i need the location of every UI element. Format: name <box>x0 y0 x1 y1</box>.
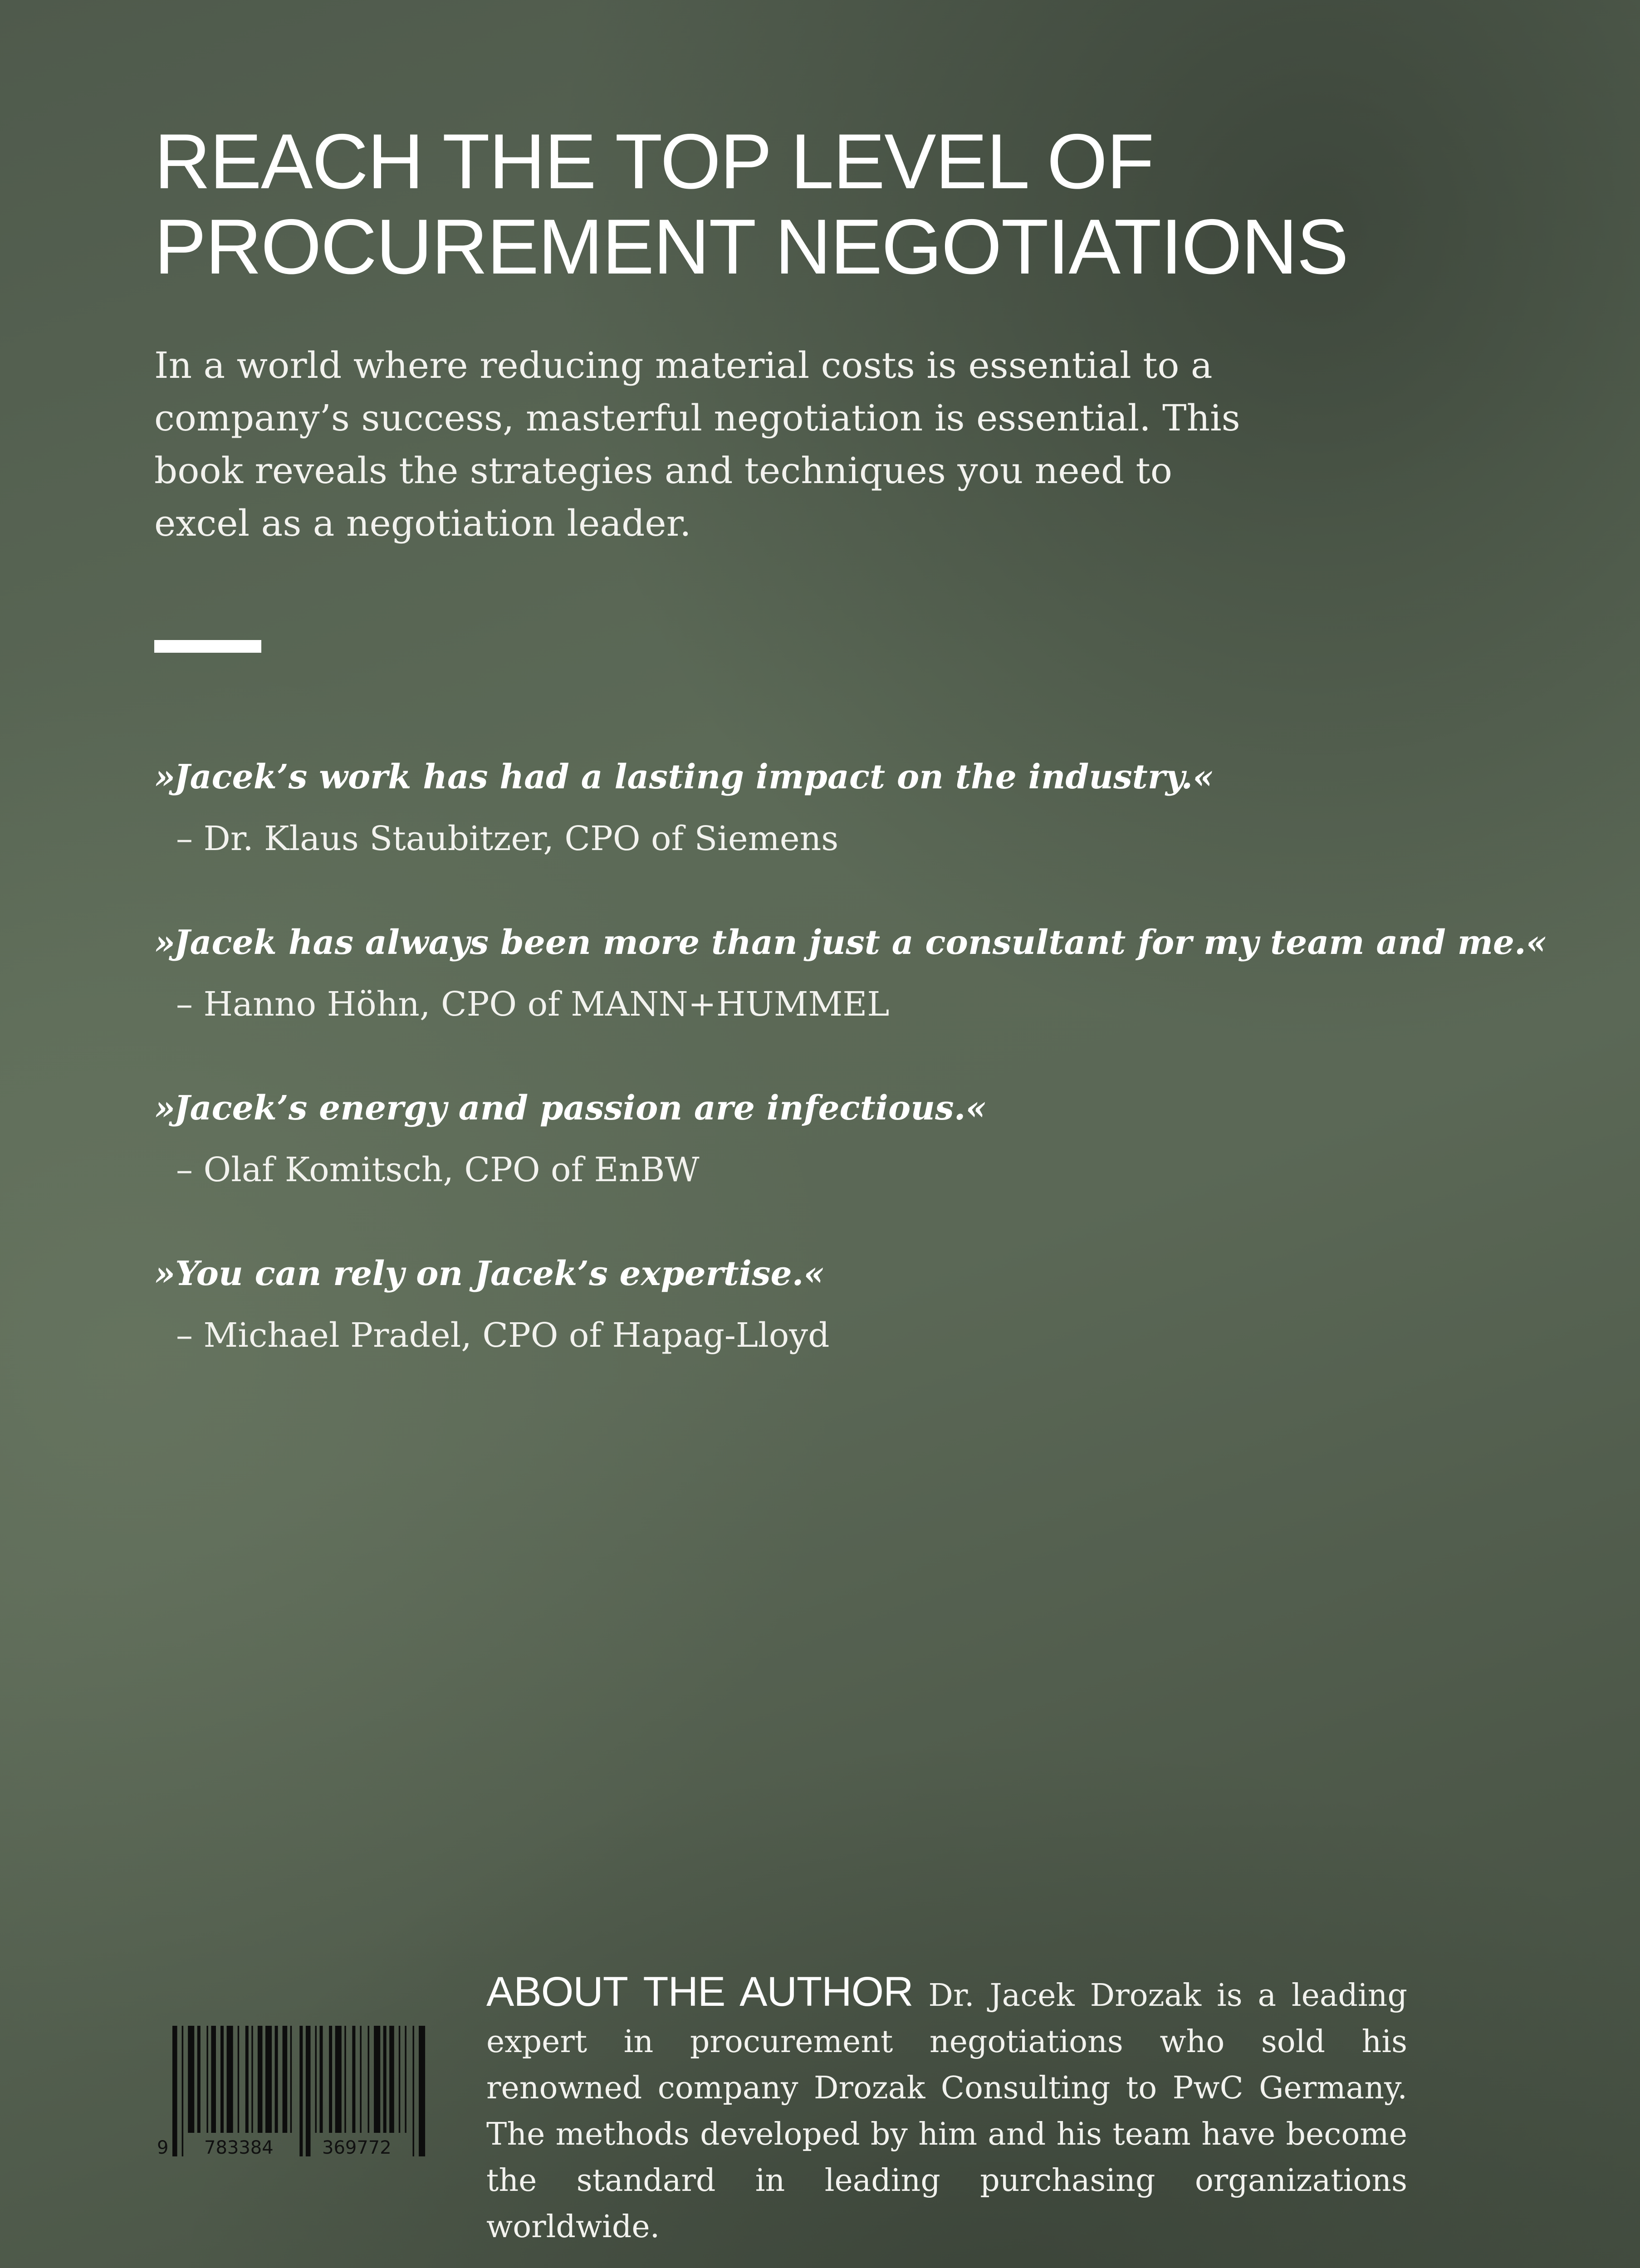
about-author-heading: ABOUT THE AUTHOR <box>486 1969 913 2015</box>
barcode-bar <box>211 2026 216 2133</box>
isbn-barcode <box>154 2026 432 2156</box>
testimonial-quote: »You can rely on Jacek’s expertise.« <box>154 1254 825 1293</box>
barcode-bar <box>299 2026 303 2156</box>
barcode-bar <box>368 2026 370 2133</box>
barcode-bar <box>290 2026 292 2133</box>
about-author <box>486 1969 1407 2250</box>
barcode-bar <box>389 2026 394 2133</box>
about-author-text: Dr. Jacek Drozak is a leading expert in procurement negotiations who sold his renowned company Drozak Consulting to PwC Germany. The methods developed by him and his team have become the standard in leading purchasing organizations worldwide. <box>486 1978 1407 2245</box>
barcode-bar <box>238 2026 240 2133</box>
headline-line-2: PROCUREMENT NEGOTIATIONS <box>154 203 1348 290</box>
barcode-bar <box>188 2026 194 2133</box>
intro-paragraph: In a world where reducing material costs is essential to a company’s success, masterful negotiation is essential. This book reveals the strategies and techniques you need to excel as a negotiation leader. <box>154 344 1240 544</box>
barcode-bar <box>258 2026 263 2133</box>
testimonial <box>154 1252 1606 1418</box>
divider-bar <box>154 640 261 653</box>
testimonial <box>154 921 1606 1086</box>
barcode-bar <box>265 2026 272 2133</box>
barcode-bar <box>306 2026 311 2156</box>
barcode-bar <box>315 2026 317 2133</box>
testimonial-attribution: – Olaf Komitsch, CPO of EnBW <box>176 1150 700 1189</box>
barcode-bar <box>206 2026 208 2133</box>
barcode-bar <box>344 2026 346 2133</box>
barcode-bar <box>383 2026 387 2133</box>
testimonial-attribution: – Hanno Höhn, CPO of MANN+HUMMEL <box>176 985 890 1024</box>
barcode-bar <box>320 2026 323 2133</box>
testimonial-quote: »Jacek’s work has had a lasting impact on the industry.« <box>154 758 1214 797</box>
barcode-graphic <box>154 2026 432 2156</box>
barcode-bar <box>227 2026 233 2133</box>
barcode-bar <box>283 2026 288 2133</box>
barcode-bar <box>220 2026 224 2133</box>
testimonial-attribution: – Dr. Klaus Staubitzer, CPO of Siemens <box>176 819 839 858</box>
headline-line-1: REACH THE TOP LEVEL OF <box>154 118 1154 205</box>
barcode-bar <box>197 2026 201 2133</box>
barcode-digits-right: 369772 <box>322 2137 392 2156</box>
barcode-bar <box>245 2026 249 2133</box>
barcode-bar <box>275 2026 278 2133</box>
barcode-bar <box>419 2026 425 2156</box>
barcode-bar <box>399 2026 401 2133</box>
testimonial-quote: »Jacek has always been more than just a consultant for my team and me.« <box>154 923 1547 962</box>
testimonial-attribution: – Michael Pradel, CPO of Hapag-Lloyd <box>176 1316 830 1355</box>
barcode-bar <box>374 2026 380 2133</box>
barcode-bar <box>413 2026 415 2156</box>
barcode-bar <box>182 2026 184 2156</box>
barcode-digits-left: 783384 <box>204 2137 274 2156</box>
testimonials <box>154 755 1606 1418</box>
barcode-bar <box>251 2026 253 2133</box>
headline <box>154 119 1561 289</box>
testimonial-quote: »Jacek’s energy and passion are infectious.« <box>154 1089 987 1128</box>
testimonial <box>154 1086 1606 1252</box>
barcode-bar <box>405 2026 406 2133</box>
barcode-bar <box>335 2026 342 2133</box>
testimonial <box>154 755 1606 921</box>
barcode-digit-first: 9 <box>157 2137 169 2156</box>
barcode-bar <box>360 2026 362 2133</box>
barcode-bar <box>329 2026 332 2133</box>
barcode-bar <box>172 2026 177 2156</box>
barcode-bar <box>352 2026 355 2133</box>
